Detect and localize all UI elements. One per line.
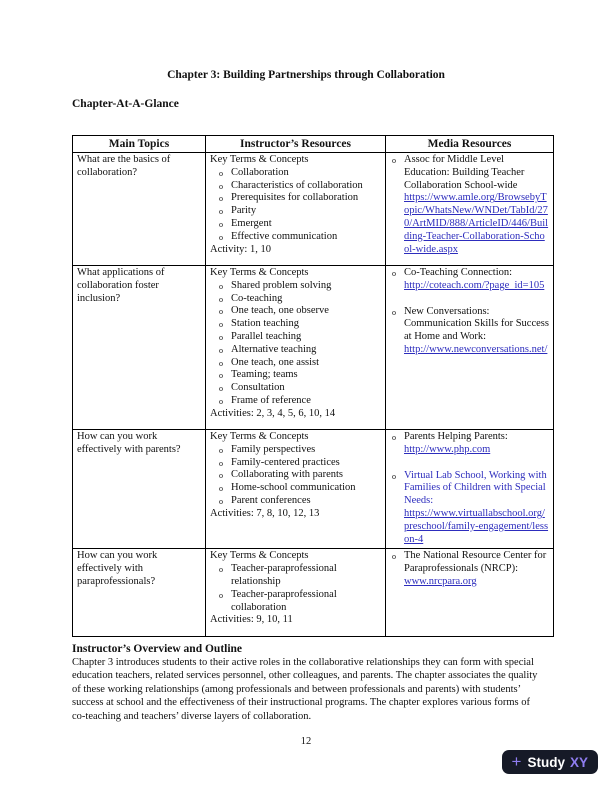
studyxy-logo	[502, 750, 598, 774]
section-heading: Chapter-At-A-Glance	[72, 98, 179, 110]
instructor-resources-cell	[206, 153, 386, 266]
key-terms-list	[210, 280, 381, 408]
media-resource-link[interactable]: http://coteach.com/?page_id=105	[404, 279, 545, 291]
key-term-item: o Collaboration	[210, 167, 381, 180]
media-resource-item	[390, 550, 549, 588]
activities-line: Activities: 9, 10, 11	[210, 614, 293, 626]
media-resource-link[interactable]: www.nrcpara.org	[404, 575, 477, 587]
key-term-item: o Teacher-paraprofessional relationship	[210, 563, 381, 589]
media-resource-item	[390, 267, 549, 293]
main-topic-cell: What are the basics of collaboration?	[73, 153, 206, 266]
key-term-item: o One teach, one assist	[210, 357, 381, 370]
key-terms-heading: Key Terms & Concepts	[210, 431, 309, 442]
activities-line: Activities: 7, 8, 10, 12, 13	[210, 507, 320, 519]
key-term-item: o Teacher-paraprofessional collaboration	[210, 589, 381, 615]
overview-heading: Instructor’s Overview and Outline	[72, 643, 243, 655]
col-header-main-topics: Main Topics	[73, 136, 206, 153]
key-term-item: o Collaborating with parents	[210, 469, 381, 482]
key-term-item: o Family perspectives	[210, 444, 381, 457]
key-term-item: o Parent conferences	[210, 495, 381, 508]
key-terms-heading: Key Terms & Concepts	[210, 154, 309, 165]
media-resources-cell	[386, 549, 554, 637]
plus-icon: +	[511, 751, 522, 771]
key-terms-list	[210, 167, 381, 244]
table-row	[73, 266, 554, 430]
table-row	[73, 430, 554, 549]
media-resource-link[interactable]: https://www.virtuallabschool.org/preschool/family-engagement/lesson-4	[404, 507, 549, 545]
key-term-item: o One teach, one observe	[210, 305, 381, 318]
key-term-item: o Station teaching	[210, 318, 381, 331]
media-resource-item	[390, 154, 549, 256]
table-row	[73, 153, 554, 266]
logo-text-xy: XY	[569, 754, 588, 770]
key-terms-list	[210, 563, 381, 614]
media-resource-item	[390, 306, 549, 357]
media-resource-item	[390, 431, 549, 457]
overview-paragraph: Chapter 3 introduces students to their active roles in the collaborative relationships they can form with special education teachers, related services personnel, other colleagues, and parents. The chapter associates the quality of these working relationships (among professionals and between professionals and parents) with students’ success at school and the effectiveness of their instructional programs. The chapter explores various forms of co-teaching and teachers’ diverse layers of collaboration.	[72, 657, 538, 722]
chapter-glance-table	[72, 135, 554, 637]
key-term-item: o Teaming; teams	[210, 369, 381, 382]
media-resources-cell	[386, 266, 554, 430]
main-topic-cell: How can you work effectively with parents?	[73, 430, 206, 549]
key-term-item: o Consultation	[210, 382, 381, 395]
key-term-item: o Characteristics of collaboration	[210, 180, 381, 193]
key-term-item: o Home-school communication	[210, 482, 381, 495]
table-row	[73, 549, 554, 637]
instructor-resources-cell	[206, 430, 386, 549]
activities-line: Activities: 2, 3, 4, 5, 6, 10, 14	[210, 407, 336, 419]
key-term-item: o Effective communication	[210, 231, 381, 244]
activities-line: Activity: 1, 10	[210, 243, 271, 255]
media-resource-item	[390, 470, 549, 547]
key-term-item: o Parity	[210, 205, 381, 218]
media-resource-title: Virtual Lab School, Working with Families of Children with Special Needs:	[404, 469, 547, 507]
media-resource-title: New Conversations: Communication Skills for Success at Home and Work:	[404, 305, 549, 343]
chapter-title: Chapter 3: Building Partnerships through Collaboration	[167, 69, 445, 81]
logo-text-study: Study	[527, 754, 565, 770]
key-terms-list	[210, 444, 381, 508]
key-term-item: o Alternative teaching	[210, 344, 381, 357]
key-terms-heading: Key Terms & Concepts	[210, 267, 309, 278]
key-terms-heading: Key Terms & Concepts	[210, 550, 309, 562]
media-resource-link[interactable]: http://www.newconversations.net/	[404, 343, 548, 355]
overview-section	[72, 643, 544, 723]
key-term-item: o Frame of reference	[210, 395, 381, 408]
key-term-item: o Shared problem solving	[210, 280, 381, 293]
table-header-row	[73, 136, 554, 153]
key-term-item: o Prerequisites for collaboration	[210, 192, 381, 205]
key-term-item: o Parallel teaching	[210, 331, 381, 344]
media-resources-cell	[386, 153, 554, 266]
media-resource-title: The National Resource Center for Paraprofessionals (NRCP):	[404, 550, 547, 575]
instructor-resources-cell	[206, 266, 386, 430]
media-resource-link[interactable]: http://www.php.com	[404, 443, 491, 455]
media-resource-title: Co-Teaching Connection:	[404, 267, 513, 278]
col-header-media-resources: Media Resources	[386, 136, 554, 153]
main-topic-cell: What applications of collaboration foster inclusion?	[73, 266, 206, 430]
media-resource-title: Parents Helping Parents:	[404, 431, 508, 442]
media-resource-title: Assoc for Middle Level Education: Building Teacher Collaboration School-wide	[404, 154, 525, 191]
key-term-item: o Family-centered practices	[210, 457, 381, 470]
main-topic-cell: How can you work effectively with paraprofessionals?	[73, 549, 206, 637]
key-term-item: o Co-teaching	[210, 293, 381, 306]
instructor-resources-cell	[206, 549, 386, 637]
media-resource-link[interactable]: https://www.amle.org/BrowsebyTopic/WhatsNew/WNDet/TabId/270/ArtMID/888/ArticleID/446/Building-Teacher-Collaboration-School-wide.aspx	[404, 192, 549, 255]
page-number: 12	[300, 736, 312, 747]
key-term-item: o Emergent	[210, 218, 381, 231]
media-resources-cell	[386, 430, 554, 549]
col-header-instructor-resources: Instructor’s Resources	[206, 136, 386, 153]
